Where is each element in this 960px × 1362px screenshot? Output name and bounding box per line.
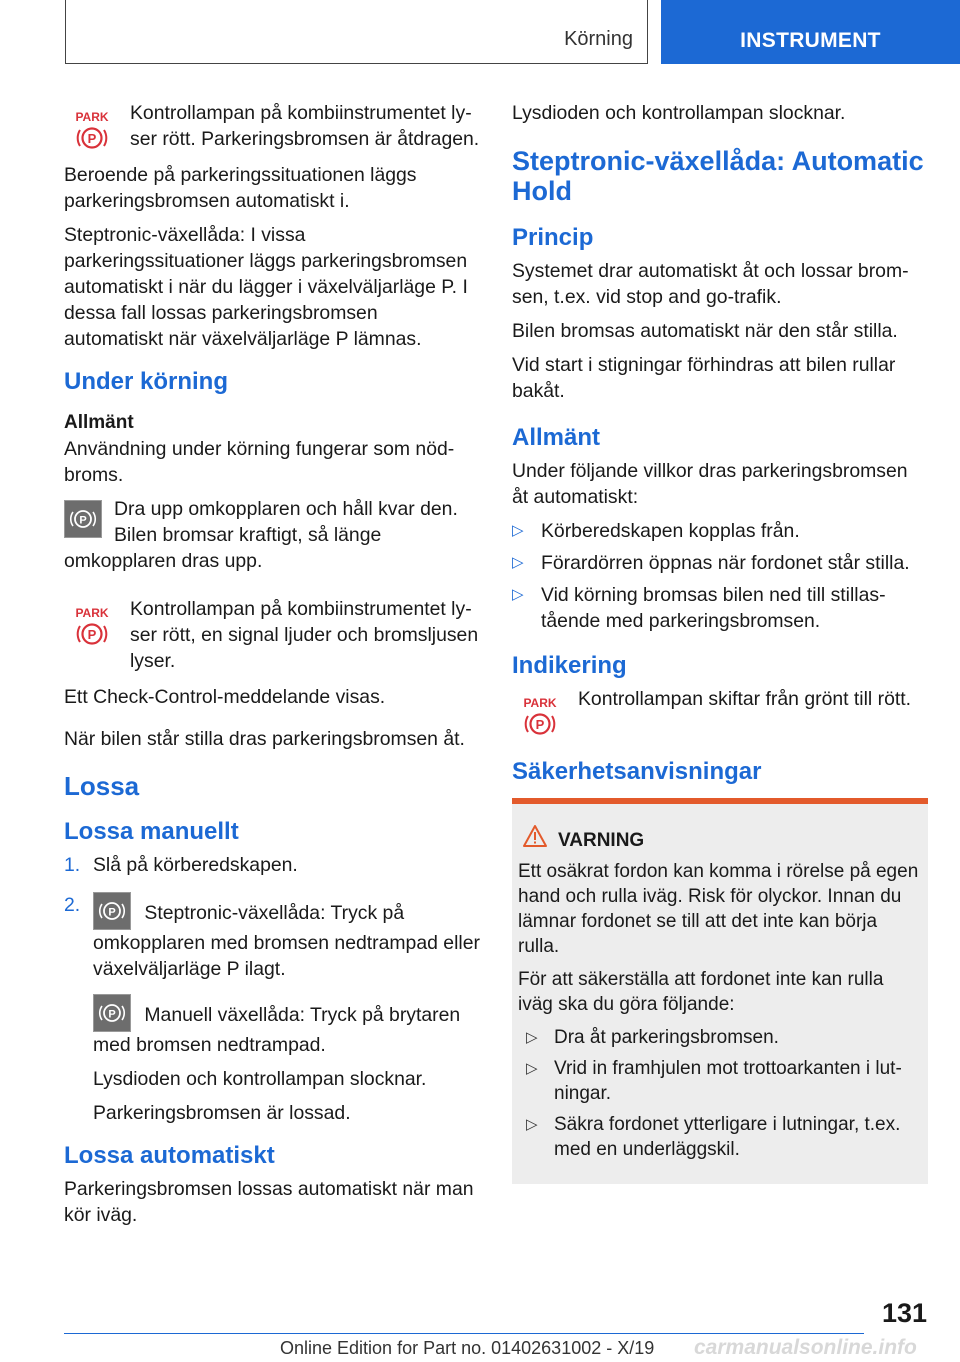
- list-item-text: Dra åt parkeringsbromsen.: [554, 1027, 779, 1048]
- park-indicator-block: [64, 100, 480, 152]
- list-item: [518, 1112, 922, 1162]
- park-indicator-text: Kontrollampan skiftar från grönt till rött.: [578, 688, 912, 710]
- paragraph: Parkeringsbromsen lossas automatiskt när man kör iväg.: [64, 1178, 474, 1226]
- watermark-text: carmanualsonline.info: [694, 1336, 917, 1359]
- park-warning-lamp-icon: [72, 604, 112, 650]
- warning-list: [518, 1025, 922, 1162]
- list-item-text: Säkra fordonet ytterligare i lutningar, t.ex. med en underläggskil.: [554, 1114, 901, 1160]
- list-item: [518, 1056, 922, 1106]
- heading-indikering: Indikering: [512, 652, 627, 679]
- step-number: 1.: [64, 854, 81, 876]
- warning-header: [518, 828, 922, 853]
- triangle-bullet-icon: ▷: [512, 554, 524, 571]
- triangle-bullet-icon: ▷: [512, 586, 524, 603]
- list-item: [512, 518, 928, 544]
- svg-text:P: P: [535, 717, 545, 732]
- step-subtext: Lysdioden och kontrollampan slocknar.: [93, 1068, 427, 1090]
- warning-text: Ett osäkrat fordon kan komma i rörelse på egen hand och rulla iväg. Risk för olyckor. Innan du lämnar fordonet se till att det inte kan börja rulla.: [518, 861, 919, 957]
- paragraph: Bilen bromsas automatiskt när den står stilla.: [512, 320, 898, 342]
- heading-lossa-manuellt: Lossa manuellt: [64, 818, 239, 845]
- paragraph: Systemet drar automatiskt åt och lossar bromsen, t.ex. vid stop and go-trafik.: [512, 260, 909, 308]
- release-steps-list: [64, 852, 480, 1126]
- step-text: Manuell växellåda: Tryck på brytaren med bromsen nedtrampad.: [93, 1004, 461, 1056]
- triangle-bullet-icon: ▷: [526, 1116, 538, 1133]
- svg-text:P: P: [87, 627, 97, 642]
- step-subtext: [93, 994, 480, 1058]
- header-chapter-tab[interactable]: INSTRUMENT: [661, 0, 960, 64]
- heading-lossa: Lossa: [64, 771, 140, 801]
- list-item-text: Förardörren öppnas när fordonet står stilla.: [541, 552, 910, 574]
- heading-princip: Princip: [512, 224, 594, 251]
- step-number: 2.: [64, 894, 81, 916]
- list-item-text: Körberedskapen kopplas från.: [541, 520, 800, 542]
- paragraph: Användning under körning fungerar som nödbroms.: [64, 438, 455, 486]
- svg-text:P: P: [108, 1008, 116, 1021]
- paragraph: Beroende på parkeringssituationen läggs parkeringsbromsen automatiskt i.: [64, 164, 417, 212]
- list-item-text: Vid körning bromsas bilen ned till stillastående med parkeringsbromsen.: [541, 584, 886, 632]
- heading-steptronic-automatic-hold: Steptronic-växellåda: Automatic Hold: [512, 146, 924, 206]
- list-item: [512, 550, 928, 576]
- step-text: Slå på körberedskapen.: [93, 854, 298, 876]
- left-column: [64, 100, 480, 1236]
- svg-text:P: P: [79, 514, 87, 527]
- heading-allmant: Allmänt: [512, 424, 601, 451]
- park-warning-lamp-icon: [72, 108, 112, 154]
- list-item: [512, 582, 928, 634]
- paragraph: Ett Check-Control-meddelande visas.: [64, 686, 386, 708]
- park-warning-lamp-icon: [520, 694, 560, 740]
- park-indicator-block: [512, 686, 928, 746]
- triangle-bullet-icon: ▷: [512, 522, 524, 539]
- parking-brake-switch-icon: [93, 892, 131, 930]
- footer-divider: [64, 1333, 864, 1334]
- parking-brake-switch-icon: [93, 994, 131, 1032]
- park-indicator-text: Kontrollampan på kombiinstrumentet lyser rött. Parkeringsbromsen är åtdragen.: [130, 102, 480, 150]
- paragraph: Steptronic-växellåda: I vissa parkeringssituationer läggs parkeringsbromsen automatiskt i när du lägger i växelväljarläge P. I dessa fall lossas parkeringsbromsen automatiskt när växelväljarläge P lämnas.: [64, 224, 468, 350]
- right-column: [512, 100, 928, 1184]
- emergency-brake-text: Dra upp omkopplaren och håll kvar den. Bilen bromsar kraftigt, så länge omkopplaren dras upp.: [64, 498, 458, 572]
- warning-title: VARNING: [558, 830, 645, 851]
- list-item: [64, 852, 480, 878]
- footer-edition-text: Online Edition for Part no. 01402631002 - X/19: [280, 1338, 655, 1358]
- warning-box: [512, 798, 928, 1184]
- step-subtext: Parkeringsbromsen är lossad.: [93, 1102, 351, 1124]
- park-indicator-block: [64, 596, 480, 674]
- header-section-box: [65, 0, 648, 64]
- page-number: 131: [881, 1298, 927, 1328]
- warning-text: För att säkerställa att fordonet inte kan rulla iväg ska du göra följande:: [518, 969, 884, 1015]
- heading-under-korning: Under körning: [64, 368, 229, 395]
- paragraph: Under följande villkor dras parkeringsbromsen åt automatiskt:: [512, 460, 908, 508]
- list-item: [64, 892, 480, 1126]
- paragraph: Lysdioden och kontrollampan slocknar.: [512, 102, 846, 124]
- svg-text:PARK: PARK: [75, 110, 109, 124]
- warning-triangle-icon: [522, 824, 548, 848]
- list-item: [518, 1025, 922, 1050]
- heading-allmant: Allmänt: [64, 412, 134, 433]
- parking-brake-switch-icon: [64, 500, 102, 538]
- conditions-list: [512, 518, 928, 634]
- emergency-brake-paragraph: [64, 496, 480, 574]
- svg-text:P: P: [87, 131, 97, 146]
- step-text: Steptronic-växellåda: Tryck på omkopplaren med bromsen nedtrampad eller växelväljarläge P ilagt.: [93, 902, 480, 980]
- list-item-text: Vrid in framhjulen mot trottoarkanten i lutningar.: [554, 1058, 902, 1104]
- triangle-bullet-icon: ▷: [526, 1060, 538, 1077]
- svg-text:P: P: [108, 906, 116, 919]
- header-section-title: Körning: [564, 28, 633, 50]
- triangle-bullet-icon: ▷: [526, 1029, 538, 1046]
- heading-sakerhetsanvisningar: Säkerhetsanvisningar: [512, 758, 762, 785]
- paragraph: När bilen står stilla dras parkeringsbromsen åt.: [64, 728, 465, 750]
- heading-lossa-automatiskt: Lossa automatiskt: [64, 1142, 275, 1169]
- svg-text:PARK: PARK: [523, 696, 557, 710]
- svg-text:PARK: PARK: [75, 606, 109, 620]
- paragraph: Vid start i stigningar förhindras att bilen rullar bakåt.: [512, 354, 896, 402]
- park-indicator-text: Kontrollampan på kombiinstrumentet lyser rött, en signal ljuder och bromsljusen lyser.: [130, 598, 479, 672]
